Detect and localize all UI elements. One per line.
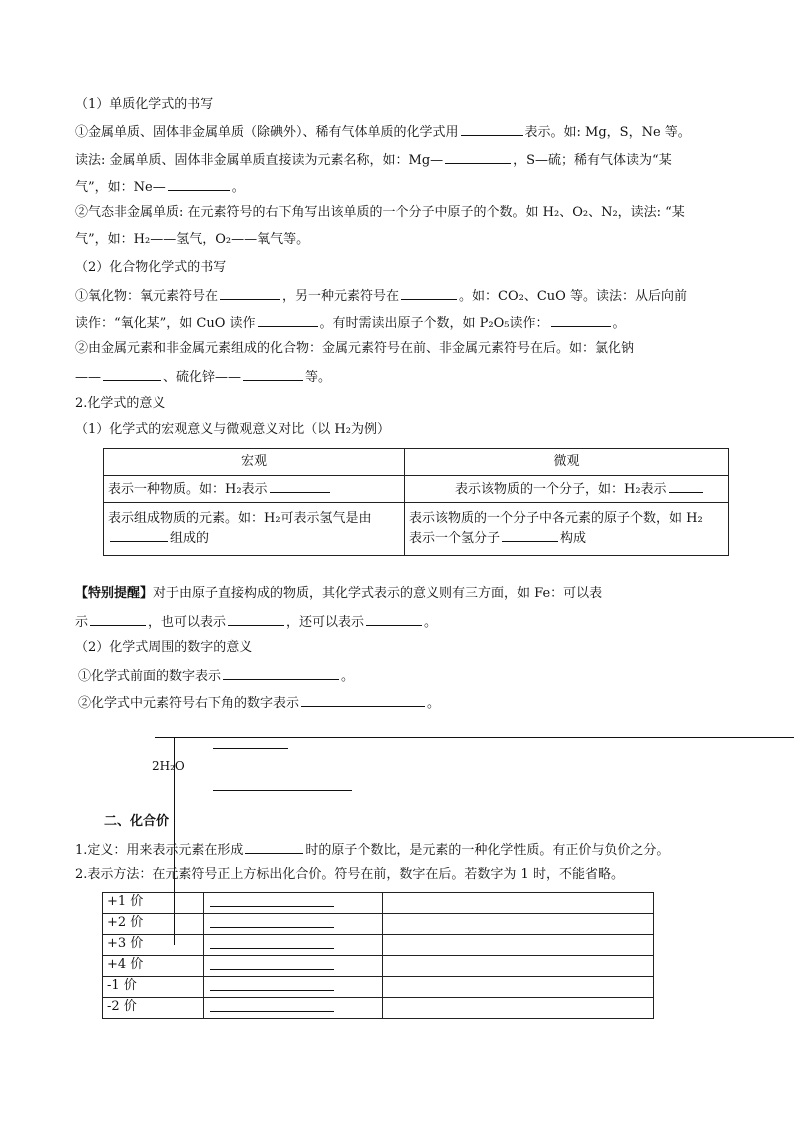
special-tip: 【特别提醒】对于由原子直接构成的物质，其化学式表示的意义则有三方面，如 Fe：可以表 <box>75 586 603 601</box>
table-cell <box>204 893 383 914</box>
diagram-rule <box>155 737 794 738</box>
blank[interactable] <box>551 313 611 327</box>
table-cell: 表示该物质的一个分子，如：H₂表示 <box>405 476 729 503</box>
blank[interactable] <box>168 177 230 191</box>
blank[interactable] <box>502 528 558 542</box>
table-header-macro: 宏观 <box>104 449 405 476</box>
section1-p4: ②气态非金属单质: 在元素符号的右下角写出该单质的一个分子中原子的个数。如 H₂、O₂、N₂，读法: “某 <box>75 205 685 220</box>
table-cell: 表示该物质的一个分子中各元素的原子个数，如 H₂ 表示一个氢分子 构成 <box>405 503 729 556</box>
blank[interactable] <box>270 479 330 493</box>
table-header-micro: 微观 <box>405 449 729 476</box>
blank[interactable] <box>228 612 284 626</box>
blank[interactable] <box>245 840 303 854</box>
table-cell <box>204 935 383 956</box>
number-meaning-1: ①化学式前面的数字表示 。 <box>78 666 354 686</box>
blank[interactable] <box>210 977 334 991</box>
table-cell <box>204 998 383 1019</box>
valence-row-label: +4 价 <box>103 956 204 977</box>
valence-row-label: -1 价 <box>103 977 204 998</box>
meaning-heading: 2.化学式的意义 <box>75 396 166 411</box>
blank[interactable] <box>669 479 703 493</box>
blank[interactable] <box>210 998 334 1012</box>
blank[interactable] <box>210 956 334 970</box>
section1-p5: 气”，如：H₂——氢气，O₂——氧气等。 <box>75 232 310 247</box>
blank[interactable] <box>445 150 511 164</box>
blank[interactable] <box>223 666 339 680</box>
section2-title: （2）化合物化学式的书写 <box>75 260 227 275</box>
table-cell <box>383 893 654 914</box>
section1-p3: 气”，如：Ne— 。 <box>75 177 245 197</box>
blank[interactable] <box>258 313 318 327</box>
valence-row-label: +2 价 <box>103 914 204 935</box>
blank[interactable] <box>301 693 425 707</box>
formula-2h2o: 2H₂O <box>152 759 185 773</box>
blank[interactable] <box>103 367 161 381</box>
section1-p1: ①金属单质、固体非金属单质（除碘外）、稀有气体单质的化学式用 表示。如: Mg，S，Ne 等。 <box>75 122 691 142</box>
number-meaning-2: ②化学式中元素符号右下角的数字表示 。 <box>78 693 440 713</box>
meaning-sub2: （2）化学式周围的数字的意义 <box>75 640 253 655</box>
table-cell <box>383 935 654 956</box>
table-cell <box>204 956 383 977</box>
table-cell <box>383 914 654 935</box>
blank[interactable] <box>110 528 168 542</box>
blank[interactable] <box>461 122 523 136</box>
section2-p2: 读作：“氧化某”，如 CuO 读作 。有时需读出原子个数，如 P₂O₅读作： 。 <box>75 313 626 333</box>
section1-title: （1）单质化学式的书写 <box>75 97 214 112</box>
blank[interactable] <box>210 914 334 928</box>
blank[interactable] <box>366 612 422 626</box>
meaning-table <box>103 448 729 556</box>
blank[interactable] <box>210 893 334 907</box>
section2-p4: —— 、硫化锌—— 等。 <box>75 367 331 387</box>
section1-p2: 读法: 金属单质、固体非金属单质直接读为元素名称，如：Mg— ，S—硫；稀有气体读为“某 <box>75 150 672 170</box>
diagram-blank-top <box>213 748 288 749</box>
blank[interactable] <box>401 286 457 300</box>
table-cell: 表示组成物质的元素。如：H₂可表示氢气是由 组成的 <box>104 503 405 556</box>
table-cell <box>383 998 654 1019</box>
valence-method: 2.表示方法：在元素符号正上方标出化合价。符号在前，数字在后。若数字为 1 时，不能省略。 <box>75 867 624 882</box>
valence-row-label: -2 价 <box>103 998 204 1019</box>
section2-p3: ②由金属元素和非金属元素组成的化合物：金属元素符号在前、非金属元素符号在后。如：氯化钠 <box>75 341 635 356</box>
valence-heading: 二、化合价 <box>104 814 170 829</box>
blank[interactable] <box>243 367 303 381</box>
diagram-blank-bottom <box>213 790 352 791</box>
table-cell <box>204 914 383 935</box>
valence-row-label: +3 价 <box>103 935 204 956</box>
table-cell <box>383 956 654 977</box>
table-cell <box>204 977 383 998</box>
valence-row-label: +1 价 <box>103 893 204 914</box>
special-tip-cont: 示 ，也可以表示 ，还可以表示 。 <box>75 612 437 632</box>
section2-p1: ①氧化物：氧元素符号在 ，另一种元素符号在 。如：CO₂、CuO 等。读法：从后向前 <box>75 286 687 306</box>
valence-table <box>102 892 654 1019</box>
valence-definition: 1.定义：用来表示元素在形成 时的原子个数比，是元素的一种化学性质。有正价与负价之分。 <box>75 840 669 860</box>
blank[interactable] <box>220 286 280 300</box>
table-cell <box>383 977 654 998</box>
blank[interactable] <box>90 612 146 626</box>
blank[interactable] <box>210 935 334 949</box>
meaning-sub1: （1）化学式的宏观意义与微观意义对比（以 H₂为例） <box>75 422 390 437</box>
table-cell: 表示一种物质。如：H₂表示 <box>104 476 405 503</box>
